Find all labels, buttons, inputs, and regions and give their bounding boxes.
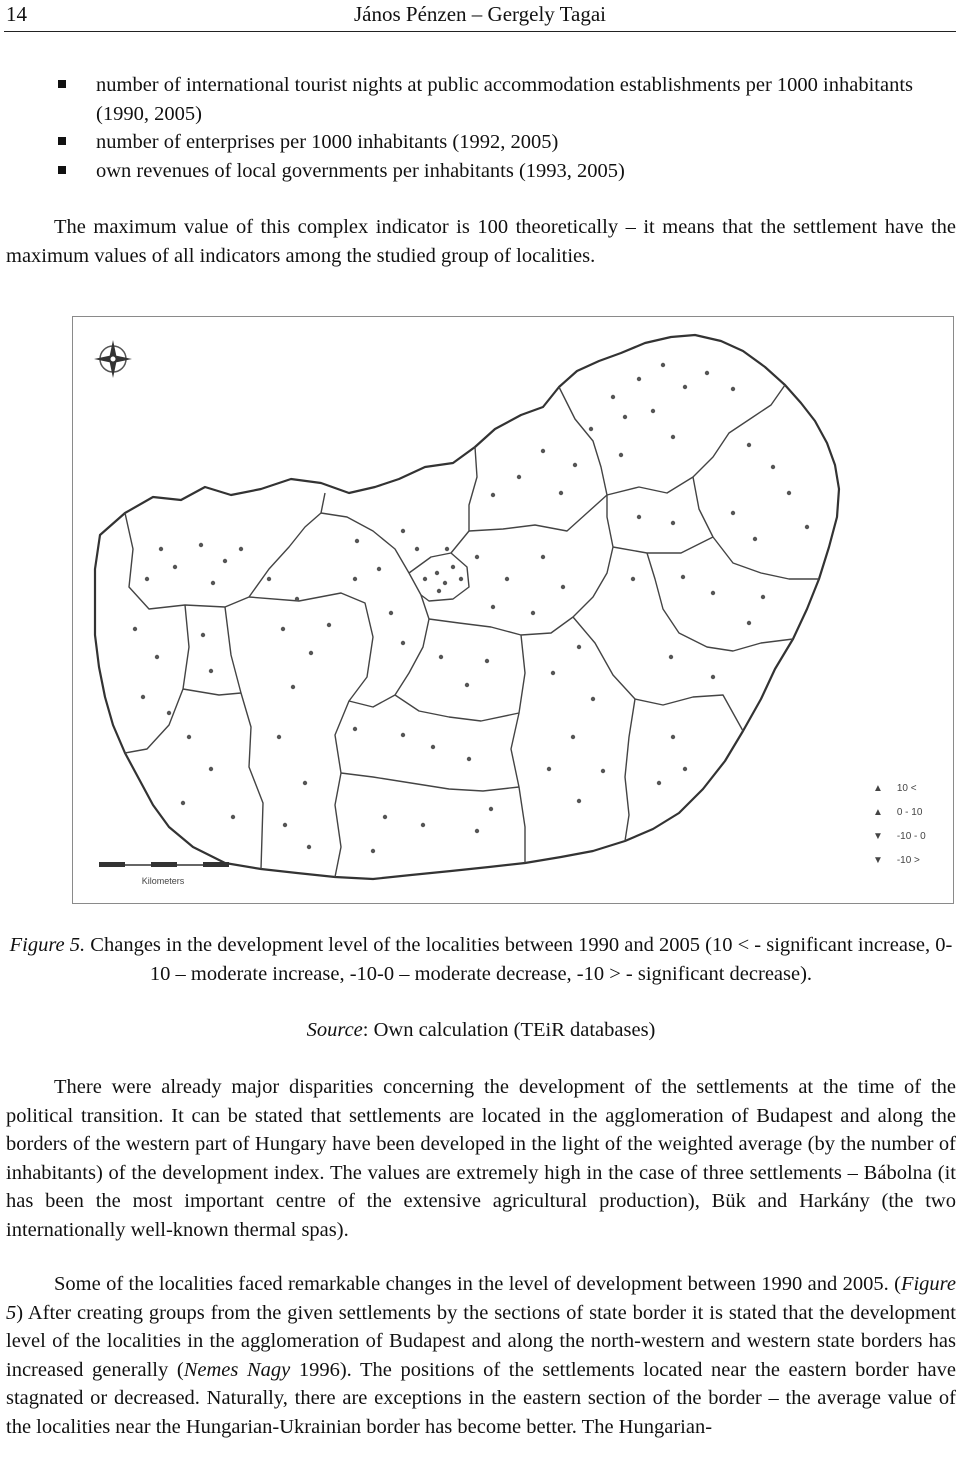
settlement-markers <box>133 363 809 853</box>
page-number: 14 <box>6 2 27 26</box>
legend-item: ▲ 10 < <box>873 783 917 794</box>
figure-caption <box>6 931 956 988</box>
header-rule <box>4 31 956 32</box>
bullet-square-icon <box>58 166 66 174</box>
indicator-list <box>58 71 958 185</box>
scale-bar <box>99 862 229 886</box>
running-head: János Pénzen – Gergely Tagai <box>353 2 607 26</box>
list-item: number of enterprises per 1000 inhabitants (1992, 2005) <box>58 128 958 157</box>
list-item: number of international tourist nights at public accommodation establishments per 1000 inhabitants (1990, 2005) <box>58 71 958 128</box>
compass-rose-icon <box>94 340 132 378</box>
paragraph: Some of the localities faced remarkable changes in the level of development between 1990 and 2005. (Figure 5) After creating groups from the given settlements by the sections of state border it is stated that the development level of the localities in the agglomeration of Budapest and along the north-western and western state borders has increased generally (Nemes Nagy 1996). The positions of the settlements located near the eastern border have stagnated or decreased. Naturally, there are exceptions in the eastern section of the border – the average value of the localities near the Hungarian-Ukrainian border has become better. The Hungarian- <box>6 1273 956 1438</box>
caption-text: Changes in the development level of the localities between 1990 and 2005 (10 < - significant increase, 0-10 – moderate increase, -10-0 – moderate decrease, -10 > - significant decrease). <box>90 934 953 985</box>
bullet-square-icon <box>58 80 66 88</box>
legend-item: ▼ -10 > <box>873 855 920 866</box>
list-item: own revenues of local governments per inhabitants (1993, 2005) <box>58 157 958 186</box>
hungary-map <box>73 317 953 903</box>
country-border <box>95 335 839 879</box>
paragraph: There were already major disparities concerning the development of the settlements at the time of the political transition. It can be stated that settlements are located in the agglomeration of Budapest and along the borders of the western part of Hungary have been developed in the light of the weighted average (by the number of inhabitants) of the development index. The values are extremely high in the case of three settlements – Bábolna (it has been the most important centre of the extensive agricultural production), Bük and Harkány (the two internationally well-known thermal spas). <box>6 1076 956 1241</box>
legend-item: ▲ 0 - 10 <box>873 807 923 818</box>
page-header <box>0 0 960 30</box>
legend-item: ▼ -10 - 0 <box>873 831 926 842</box>
scale-label: Kilometers <box>141 876 185 886</box>
figure-label: Figure 5. <box>9 934 86 956</box>
bullet-square-icon <box>58 137 66 145</box>
citation: Nemes Nagy <box>183 1358 291 1381</box>
figure-reference: Figure 5 <box>6 1273 956 1324</box>
county-borders <box>125 385 819 877</box>
paragraph: The maximum value of this complex indicator is 100 theoretically – it means that the settlement have the maximum values of all indicators among the studied group of localities. <box>6 216 956 267</box>
source-label: Source <box>306 1019 363 1041</box>
figure-map <box>72 316 954 904</box>
figure-source: Source: Own calculation (TEiR databases) <box>306 1019 656 1041</box>
